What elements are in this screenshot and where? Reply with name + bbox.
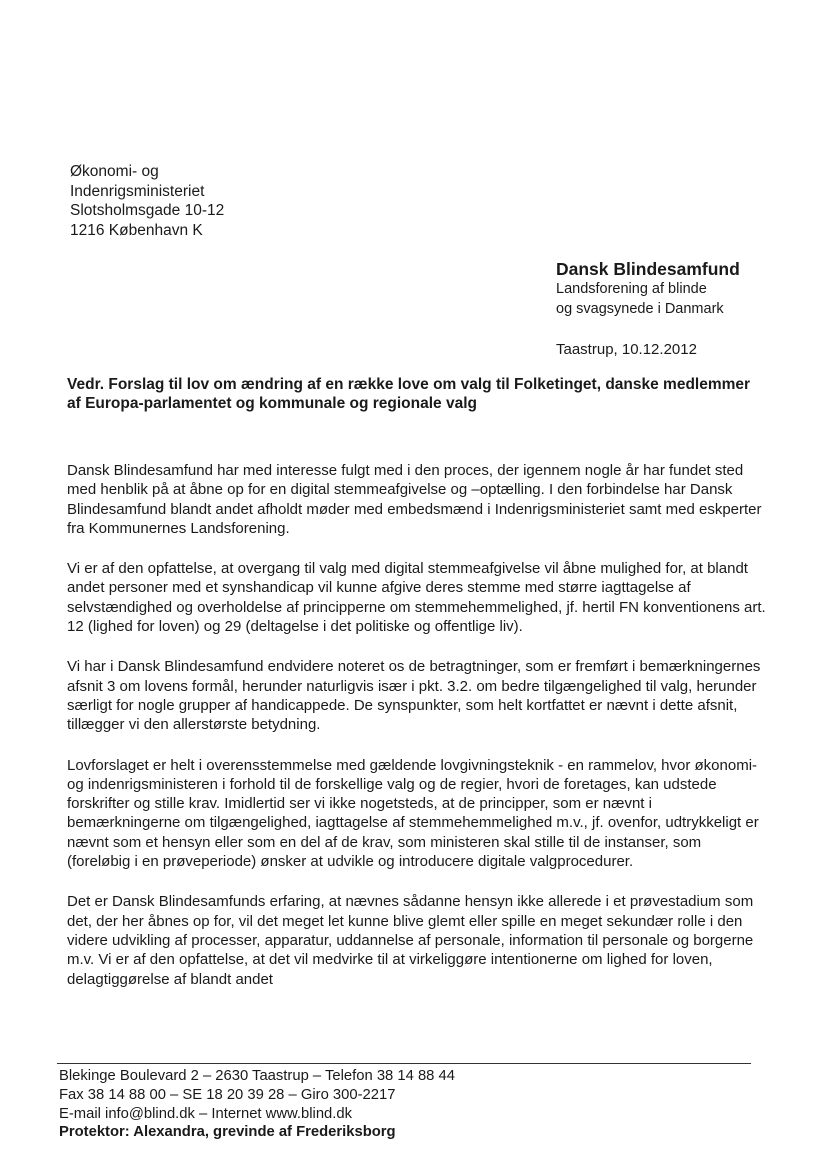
body-paragraph: Det er Dansk Blindesamfunds erfaring, at nævnes sådanne hensyn ikke allerede i et prøvestadium som det, der her åbnes op for, vil det meget let kunne blive glemt eller spille en meget sekundær rolle i den videre udvikling af processer, apparatur, uddannelse af personale, information til personale og borgerne m.v. Vi er af den opfattelse, at det vil medvirke til at virkeliggøre intentionerne om lighed for loven, delagtiggørelse af blandt andet bbox=[67, 893, 754, 988]
letter-body bbox=[67, 461, 767, 1010]
letter-subject: Vedr. Forslag til lov om ændring af en række love om valg til Folketinget, danske medlemmer af Europa-parlamentet og kommunale og regionale valg bbox=[67, 376, 751, 412]
body-paragraph: Vi har i Dansk Blindesamfund endvidere noteret os de betragtninger, som er fremført i bemærkningernes afsnit 3 om lovens formål, herunder naturligvis især i pkt. 3.2. om bedre tilgængelighed til valg, herunder særligt for nogle grupper af handicappede. De synspunkter, som helt kortfattet er nævnt i dette afsnit, tillægger vi den allerstørste betydning. bbox=[67, 658, 761, 734]
footer-protector: Protektor: Alexandra, grevinde af Frederiksborg bbox=[59, 1124, 396, 1141]
footer-fax: Fax 38 14 88 00 – SE 18 20 39 28 – Giro 300-2217 bbox=[59, 1086, 396, 1103]
recipient-line: Økonomi- og bbox=[70, 163, 159, 180]
letter-date: Taastrup, 10.12.2012 bbox=[556, 341, 697, 358]
footer-divider bbox=[57, 1063, 751, 1064]
recipient-address bbox=[70, 162, 224, 240]
sender-subtitle-line: og svagsynede i Danmark bbox=[556, 300, 724, 317]
footer-address: Blekinge Boulevard 2 – 2630 Taastrup – Telefon 38 14 88 44 bbox=[59, 1068, 455, 1084]
recipient-line: 1216 København K bbox=[70, 221, 203, 239]
sender-name: Dansk Blindesamfund bbox=[556, 259, 740, 279]
sender-subtitle-line: Landsforening af blinde bbox=[556, 281, 707, 297]
recipient-line: Slotsholmsgade 10-12 bbox=[70, 202, 225, 219]
letter-footer bbox=[59, 1067, 455, 1142]
footer-contact: E-mail info@blind.dk – Internet www.blind.dk bbox=[59, 1105, 353, 1122]
body-paragraph: Vi er af den opfattelse, at overgang til valg med digital stemmeafgivelse vil åbne mulighed for, at blandt andet personer med et synshandicap vil kunne afgive deres stemme med større iagttagelse af selvstændighed og overholdelse af principperne om stemmehemmelighed, jf. hertil FN konventionens art. 12 (lighed for loven) og 29 (deltagelse i det politiske og offentlige liv). bbox=[67, 560, 766, 636]
recipient-line: Indenrigsministeriet bbox=[70, 182, 205, 200]
body-paragraph: Lovforslaget er helt i overensstemmelse med gældende lovgivningsteknik - en rammelov, hvor økonomi- og indenrigsministeren i forhold til de forskellige valg og de regier, hvori de foretages, kan udstede forskrifter og stille krav. Imidlertid ser vi ikke nogetsteds, at de principper, som er nævnt i bemærkningerne om tilgængelighed, iagttagelse af stemmehemmelighed m.v., jf. ovenfor, udtrykkeligt er nævnt som et hensyn eller som en del af de krav, som ministeren skal stille til de instanser, som (foreløbig i en prøveperiode) ønsker at udvikle og introducere digitale valgprocedurer. bbox=[67, 756, 759, 871]
body-paragraph: Dansk Blindesamfund har med interesse fulgt med i den proces, der igennem nogle år har fundet sted med henblik på at åbne op for en digital stemmeafgivelse og –optælling. I den forbindelse har Dansk Blindesamfund blandt andet afholdt møder med embedsmænd i Indenrigsministeriet samt med eskperter fra Kommunernes Landsforening. bbox=[67, 462, 762, 537]
sender-block bbox=[556, 258, 740, 319]
